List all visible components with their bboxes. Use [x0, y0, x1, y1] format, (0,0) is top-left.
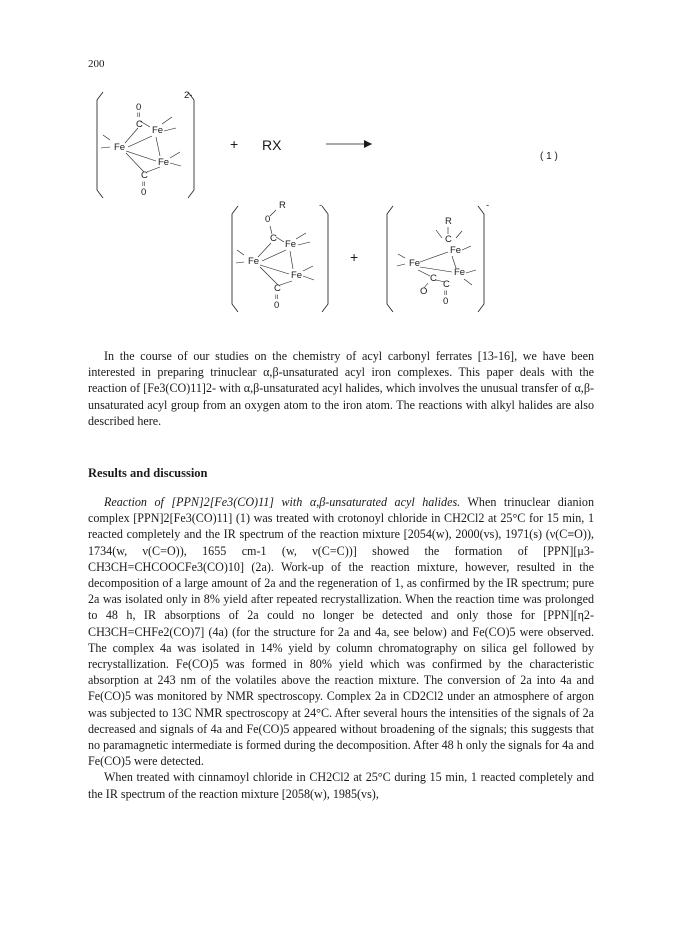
svg-text:C: C	[443, 279, 450, 290]
svg-text:-: -	[319, 200, 323, 211]
svg-text:Fe: Fe	[285, 239, 297, 250]
svg-text:Fe: Fe	[291, 270, 303, 281]
reactant-cluster	[97, 90, 194, 198]
svg-text:C: C	[270, 233, 277, 244]
paragraph-2: When treated with cinnamoyl chloride in CH2Cl2 at 25°C during 15 min, 1 reacted completely and the IR spectrum of the reaction mixture [2058(w), 1985(vs),	[88, 770, 594, 801]
reaction-scheme	[0, 0, 680, 330]
svg-text:Fe: Fe	[158, 157, 170, 168]
svg-text:0: 0	[265, 214, 271, 225]
product-cluster-b	[387, 200, 489, 312]
svg-text:C: C	[274, 283, 281, 294]
svg-text:O: O	[420, 286, 428, 297]
svg-text:-: -	[486, 200, 490, 211]
svg-text:II: II	[142, 182, 146, 188]
svg-text:II: II	[275, 295, 279, 301]
intro-text: In the course of our studies on the chemistry of acyl carbonyl ferrates [13-16], we have been interested in preparing trinuclear α,β-unsaturated acyl iron complexes. This paper deals with the reaction of [Fe3(CO)11]2- with α,β-unsaturated acyl halides, which involves the unusual transfer of α,β-unsaturated acyl group from an oxygen atom to the iron atom. The reactions with alkyl halides are also described here.	[88, 349, 594, 428]
svg-text:C: C	[430, 273, 437, 284]
svg-text:R: R	[445, 216, 452, 227]
svg-text:II: II	[444, 291, 448, 297]
subsection-title: Reaction of [PPN]2[Fe3(CO)11] with α,β-unsaturated acyl halides.	[104, 495, 461, 509]
svg-text:Fe: Fe	[409, 258, 421, 269]
product-cluster-a	[232, 200, 328, 312]
paragraph-1-text: When trinuclear dianion complex [PPN]2[Fe3(CO)11] (1) was treated with crotonoyl chloride in CH2Cl2 at 25°C for 15 min, 1 reacted completely and the IR spectrum of the reaction mixture [2054(w), 2000(vs), 1971(s) (ν(C≡O)), 1734(w, ν(C=O)), 1655 cm-1 (w, ν(C=C))] showed the formation of [PPN][μ3-CH3CH=CHCOOCFe3(CO)10] (2a). Work-up of the reaction mixture, however, resulted in the decomposition of a large amount of 2a and the regeneration of 1, as confirmed by the IR spectrum; pure 2a was isolated only in 8% yield after repeated recrystallization. When the reaction time was prolonged to 48 h, IR absorptions of 2a could no longer be detected and only those for [PPN][η2-CH3CH=CHFe2(CO)7] (4a) (for the structure for 2a and 4a, see below) and Fe(CO)5 were observed. The complex 4a was isolated in 14% yield by column chromatography on silica gel followed by recrystallization. Fe(CO)5 was formed in 80% yield which was confirmed by the characteristic absorption at 243 nm of the volatiles above the reaction mixture. The conversion of 2a into 4a and Fe(CO)5 was monitored by NMR spectroscopy. Complex 2a in CD2Cl2 under an atmosphere of argon was subjected to 13C NMR spectroscopy at 24°C. After several hours the intensities of the signals of 2a decreased and signals of 4a and Fe(CO)5 appeared without broadening of the signals; this suggests that no paramagnetic intermediate is formed during the decomposition. After 48 h only the signals for 4a and Fe(CO)5 were detected.	[88, 495, 594, 769]
svg-text:Fe: Fe	[450, 245, 462, 256]
svg-text:C: C	[141, 170, 148, 181]
paragraph-1	[88, 494, 594, 769]
plus-sign-2: +	[350, 249, 359, 265]
reagent-rx: RX	[262, 137, 282, 153]
svg-text:Fe: Fe	[152, 125, 164, 136]
svg-text:2-: 2-	[184, 90, 193, 101]
svg-text:0: 0	[141, 187, 147, 198]
page-number: 200	[88, 58, 105, 70]
svg-text:Fe: Fe	[114, 142, 126, 153]
plus-sign: +	[230, 136, 239, 152]
svg-text:0: 0	[443, 296, 449, 307]
svg-text:Fe: Fe	[454, 267, 466, 278]
equation-number: ( 1 )	[540, 151, 558, 162]
svg-text:C: C	[136, 119, 143, 130]
svg-text:II: II	[137, 113, 141, 119]
svg-text:0: 0	[274, 300, 280, 311]
section-heading: Results and discussion	[88, 466, 208, 480]
results-section	[88, 494, 594, 802]
svg-text:0: 0	[136, 102, 142, 113]
reaction-arrow	[326, 140, 372, 148]
svg-text:R: R	[279, 200, 286, 211]
svg-text:Fe: Fe	[248, 256, 260, 267]
svg-text:C: C	[445, 234, 452, 245]
intro-paragraph	[88, 348, 594, 429]
